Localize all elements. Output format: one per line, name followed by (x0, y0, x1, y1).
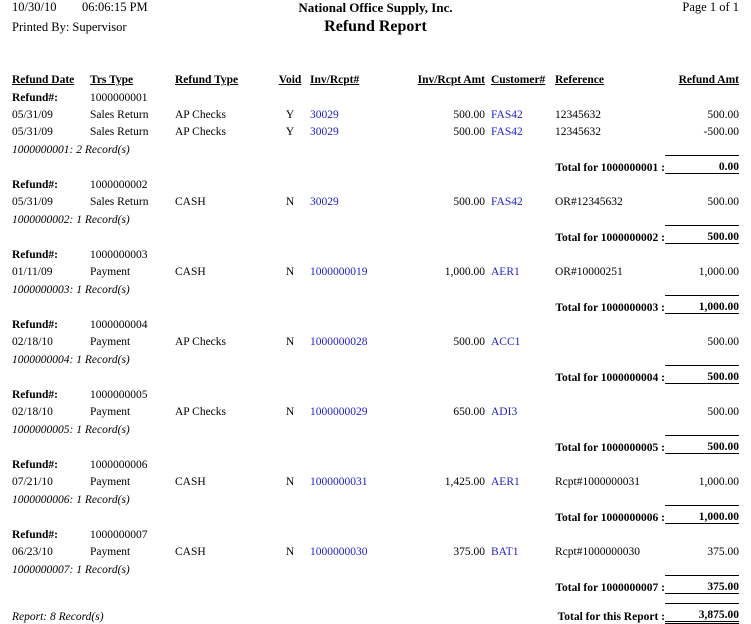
cell-refund-amt: 500.00 (707, 196, 739, 208)
cell-void: N (285, 406, 295, 418)
cell-refund-type: AP Checks (175, 109, 227, 121)
table-row (12, 191, 739, 208)
refund-no-value: 1000000004 (90, 319, 148, 331)
refund-no-value: 1000000007 (90, 529, 148, 541)
cell-customer-no-link[interactable]: FAS42 (491, 109, 523, 121)
cell-inv-rcpt-no-link[interactable]: 1000000030 (310, 546, 368, 558)
spacer-cell (12, 366, 405, 384)
refund-report-table (12, 70, 739, 624)
spacer-cell (12, 576, 405, 594)
group-record-count (12, 348, 739, 366)
cell-inv-rcpt-no-link[interactable]: 1000000019 (310, 266, 368, 278)
cell-reference: Rcpt#1000000031 (555, 476, 640, 488)
group-total-value: 500.00 (665, 436, 739, 454)
cell-inv-rcpt-no-link[interactable]: 30029 (310, 109, 339, 121)
cell-trs-type: Payment (90, 406, 131, 418)
report-total-label: Total for this Report : (557, 610, 665, 623)
cell-trs-type: Sales Return (90, 109, 149, 121)
group-record-count (12, 208, 739, 226)
refund-no-label: Refund#: (12, 249, 59, 261)
cell-customer-no-link[interactable]: FAS42 (491, 196, 523, 208)
refund-no-label: Refund#: (12, 179, 59, 191)
group-record-count-text: 1000000005: 1 Record(s) (12, 423, 130, 436)
group-total-value: 375.00 (665, 576, 739, 594)
table-header-row (12, 70, 739, 87)
refund-no-label: Refund#: (12, 92, 59, 104)
cell-refund-type: AP Checks (175, 336, 227, 348)
cell-inv-rcpt-no-link[interactable]: 1000000031 (310, 476, 368, 488)
cell-reference: OR#12345632 (555, 196, 623, 208)
cell-refund-date: 05/31/09 (12, 196, 53, 208)
report-record-count: Report: 8 Record(s) (12, 610, 104, 623)
cell-refund-date: 07/21/10 (12, 476, 53, 488)
cell-refund-date: 02/18/10 (12, 406, 53, 418)
refund-no-value: 1000000001 (90, 92, 148, 104)
table-row (12, 401, 739, 418)
cell-refund-type: CASH (175, 196, 206, 208)
cell-void: N (285, 266, 295, 278)
refund-no-value: 1000000006 (90, 459, 148, 471)
cell-reference: Rcpt#1000000030 (555, 546, 640, 558)
spacer-cell (405, 138, 739, 156)
refund-group-header (12, 314, 739, 332)
col-void: Void (278, 74, 302, 86)
cell-refund-date: 06/23/10 (12, 546, 53, 558)
cell-inv-rcpt-amt: 500.00 (453, 126, 485, 138)
cell-customer-no-link[interactable]: FAS42 (491, 126, 523, 138)
group-total-row (12, 226, 739, 244)
group-record-count (12, 278, 739, 296)
col-refund-type: Refund Type (175, 74, 239, 86)
cell-trs-type: Sales Return (90, 196, 149, 208)
cell-void: Y (285, 109, 295, 121)
refund-group-header (12, 174, 739, 192)
group-total-row (12, 156, 739, 174)
spacer-cell (405, 208, 739, 226)
spacer-cell (405, 488, 739, 506)
report-total-value: 3,875.00 (665, 604, 739, 623)
cell-void: N (285, 546, 295, 558)
group-record-count-text: 1000000002: 1 Record(s) (12, 213, 130, 226)
cell-void: Y (285, 126, 295, 138)
cell-inv-rcpt-no-link[interactable]: 30029 (310, 126, 339, 138)
group-record-count (12, 558, 739, 576)
cell-inv-rcpt-amt: 375.00 (453, 546, 485, 558)
cell-trs-type: Sales Return (90, 126, 149, 138)
group-total-value: 500.00 (665, 366, 739, 384)
cell-refund-amt: -500.00 (703, 126, 739, 138)
cell-reference (555, 331, 665, 348)
refund-no-label: Refund#: (12, 389, 59, 401)
table-row (12, 471, 739, 488)
cell-customer-no-link[interactable]: AER1 (491, 266, 520, 278)
refund-no-value: 1000000003 (90, 249, 148, 261)
group-record-count-text: 1000000004: 1 Record(s) (12, 353, 130, 366)
cell-refund-date: 01/11/09 (12, 266, 53, 278)
refund-group-header (12, 454, 739, 472)
group-record-count-text: 1000000001: 2 Record(s) (12, 143, 130, 156)
group-total-value: 0.00 (665, 156, 739, 174)
group-record-count-text: 1000000006: 1 Record(s) (12, 493, 130, 506)
group-total-row (12, 576, 739, 594)
cell-trs-type: Payment (90, 336, 131, 348)
col-trs-type: Trs Type (90, 74, 134, 86)
group-total-row (12, 506, 739, 524)
table-row (12, 331, 739, 348)
cell-refund-type: CASH (175, 546, 206, 558)
spacer-cell (12, 226, 405, 244)
spacer-cell (405, 278, 739, 296)
table-row (12, 541, 739, 558)
cell-reference (555, 401, 665, 418)
cell-inv-rcpt-no-link[interactable]: 1000000028 (310, 336, 368, 348)
cell-reference: 12345632 (555, 126, 601, 138)
col-customer-no: Customer# (491, 74, 546, 86)
refund-group-header (12, 384, 739, 402)
cell-refund-amt: 375.00 (707, 546, 739, 558)
group-record-count (12, 418, 739, 436)
cell-inv-rcpt-amt: 500.00 (453, 109, 485, 121)
col-inv-rcpt-amt: Inv/Rcpt Amt (417, 74, 485, 86)
group-total-value: 1,000.00 (665, 506, 739, 524)
cell-refund-amt: 500.00 (707, 406, 739, 418)
refund-no-value: 1000000005 (90, 389, 148, 401)
cell-customer-no-link[interactable]: ACC1 (491, 336, 521, 348)
cell-inv-rcpt-amt: 1,425.00 (444, 476, 485, 488)
printed-by: Printed By: Supervisor (12, 20, 127, 34)
spacer-cell (12, 156, 405, 174)
cell-refund-date: 05/31/09 (12, 109, 53, 121)
spacer-cell (405, 558, 739, 576)
group-total-row (12, 436, 739, 454)
footer-spacer (12, 594, 739, 604)
group-total-label: Total for 1000000001 : (555, 161, 665, 174)
cell-trs-type: Payment (90, 266, 131, 278)
cell-refund-date: 02/18/10 (12, 336, 53, 348)
cell-refund-type: AP Checks (175, 406, 227, 418)
cell-reference: OR#10000251 (555, 266, 623, 278)
cell-void: N (285, 336, 295, 348)
cell-inv-rcpt-no-link[interactable]: 1000000029 (310, 406, 368, 418)
cell-inv-rcpt-amt: 500.00 (453, 196, 485, 208)
company-name: National Office Supply, Inc. (298, 0, 453, 15)
col-reference: Reference (555, 74, 604, 86)
table-row (12, 104, 739, 121)
group-total-row (12, 366, 739, 384)
report-header (0, 0, 751, 35)
col-refund-date: Refund Date (12, 74, 75, 86)
cell-refund-amt: 1,000.00 (698, 266, 739, 278)
group-total-label: Total for 1000000004 : (555, 371, 665, 384)
cell-refund-amt: 500.00 (707, 109, 739, 121)
refund-group-header (12, 244, 739, 262)
group-total-label: Total for 1000000005 : (555, 441, 665, 454)
group-total-label: Total for 1000000002 : (555, 231, 665, 244)
refund-group-header (12, 524, 739, 542)
group-total-value: 500.00 (665, 226, 739, 244)
col-inv-rcpt-no: Inv/Rcpt# (310, 74, 360, 86)
cell-inv-rcpt-amt: 500.00 (453, 336, 485, 348)
cell-inv-rcpt-amt: 650.00 (453, 406, 485, 418)
cell-refund-type: AP Checks (175, 126, 227, 138)
group-total-label: Total for 1000000003 : (555, 301, 665, 314)
table-row (12, 121, 739, 138)
refund-no-label: Refund#: (12, 529, 59, 541)
cell-void: N (285, 196, 295, 208)
cell-refund-type: CASH (175, 476, 206, 488)
refund-group-header (12, 87, 739, 104)
cell-refund-type: CASH (175, 266, 206, 278)
col-refund-amt: Refund Amt (678, 74, 739, 86)
cell-refund-amt: 500.00 (707, 336, 739, 348)
cell-trs-type: Payment (90, 546, 131, 558)
report-time: 06:06:15 PM (82, 0, 148, 14)
cell-customer-no-link[interactable]: AER1 (491, 476, 520, 488)
cell-trs-type: Payment (90, 476, 131, 488)
cell-inv-rcpt-amt: 1,000.00 (444, 266, 485, 278)
group-total-value: 1,000.00 (665, 296, 739, 314)
group-record-count (12, 138, 739, 156)
cell-reference: 12345632 (555, 109, 601, 121)
group-record-count (12, 488, 739, 506)
refund-no-label: Refund#: (12, 459, 59, 471)
spacer-cell (12, 506, 405, 524)
cell-customer-no-link[interactable]: ADI3 (491, 406, 518, 418)
footer-spacer-cell (12, 594, 739, 604)
spacer-cell (12, 296, 405, 314)
cell-inv-rcpt-no-link[interactable]: 30029 (310, 196, 339, 208)
spacer-cell (405, 418, 739, 436)
cell-refund-date: 05/31/09 (12, 126, 53, 138)
page-title: Refund Report (324, 18, 427, 35)
cell-void: N (285, 476, 295, 488)
cell-refund-amt: 1,000.00 (698, 476, 739, 488)
refund-no-value: 1000000002 (90, 179, 148, 191)
group-total-label: Total for 1000000006 : (555, 511, 665, 524)
report-date: 10/30/10 (12, 0, 57, 14)
report-total-row (12, 604, 739, 623)
group-record-count-text: 1000000003: 1 Record(s) (12, 283, 130, 296)
cell-customer-no-link[interactable]: BAT1 (491, 546, 519, 558)
page-number: Page 1 of 1 (682, 0, 739, 14)
table-row (12, 261, 739, 278)
group-record-count-text: 1000000007: 1 Record(s) (12, 563, 130, 576)
group-total-row (12, 296, 739, 314)
spacer-cell (12, 436, 405, 454)
refund-no-label: Refund#: (12, 319, 59, 331)
spacer-cell (405, 348, 739, 366)
group-total-label: Total for 1000000007 : (555, 581, 665, 594)
